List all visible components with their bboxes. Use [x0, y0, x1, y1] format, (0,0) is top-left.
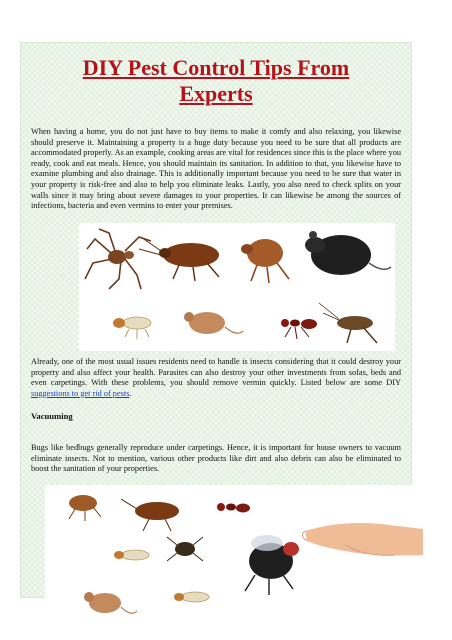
termite-icon — [114, 550, 149, 560]
suggestions-link[interactable]: suggestions to get rid of pests — [31, 388, 130, 398]
section-heading-vacuuming: Vacuuming — [31, 411, 73, 421]
paragraph-vacuuming: Bugs like bedbugs generally reproduce under carpetings. Hence, it is important for house owners to vacuum eliminate insects. Not to mention, various other products like dirt and also debris can also be eliminated to boost the sanitation of your properties. — [31, 443, 401, 474]
mouse-icon — [184, 312, 243, 334]
paragraph-pests-text: Already, one of the most usual issues residents need to handle is insects considering that it could destroy your property and also affect your health. Parasites can also destroy your other investments from sofas, beds and even carpetings. With these problems, you should remove vermin quickly. Listed below are some DIY — [31, 357, 401, 388]
termite-icon — [174, 592, 209, 602]
cricket-icon — [319, 303, 377, 343]
ant-icon — [281, 319, 317, 339]
document-page — [20, 42, 412, 598]
bug-icon — [121, 499, 179, 531]
cockroach-icon — [139, 237, 219, 281]
paragraph-pests-end: . — [129, 388, 132, 398]
hand-pests-image — [45, 485, 423, 633]
spider-icon — [85, 229, 151, 289]
pests-collage-image — [79, 223, 395, 351]
dead-fly-icon — [245, 535, 299, 595]
termite-icon — [113, 317, 151, 339]
tick-icon — [167, 537, 203, 561]
paragraph-intro: When having a home, you do not just have to buy items to make it comfy and also relaxing, you likewise should preserve it. Maintaining a property is a huge duty because you need to be sure that all products are accommodated properly. As an example, cooking areas are vital for residences since this is the place where you ready, cook and eat meals. Hence, you should maintain its sanitation. In addition to that, you likewise have to examine plumbing and also drainage. This is additionally important because you need to be sure that water in your property is risk-free and also to help you eliminate leaks. Lastly, you also need to check splits on your walls since it may bring about severe damages to your properties. It can likewise be among the sources of infections, bacteria and even vermins to enter your premises. — [31, 127, 401, 211]
document-title — [21, 55, 411, 107]
title-line-1: DIY Pest Control Tips From — [82, 55, 350, 80]
flea-icon — [241, 239, 289, 283]
title-line-2: Experts — [179, 81, 253, 106]
cockroach-icon — [69, 495, 101, 521]
hand-icon — [302, 523, 423, 556]
mouse-icon — [84, 592, 137, 613]
ant-icon — [217, 503, 250, 513]
rat-icon — [305, 231, 391, 275]
paragraph-pests — [31, 357, 401, 399]
